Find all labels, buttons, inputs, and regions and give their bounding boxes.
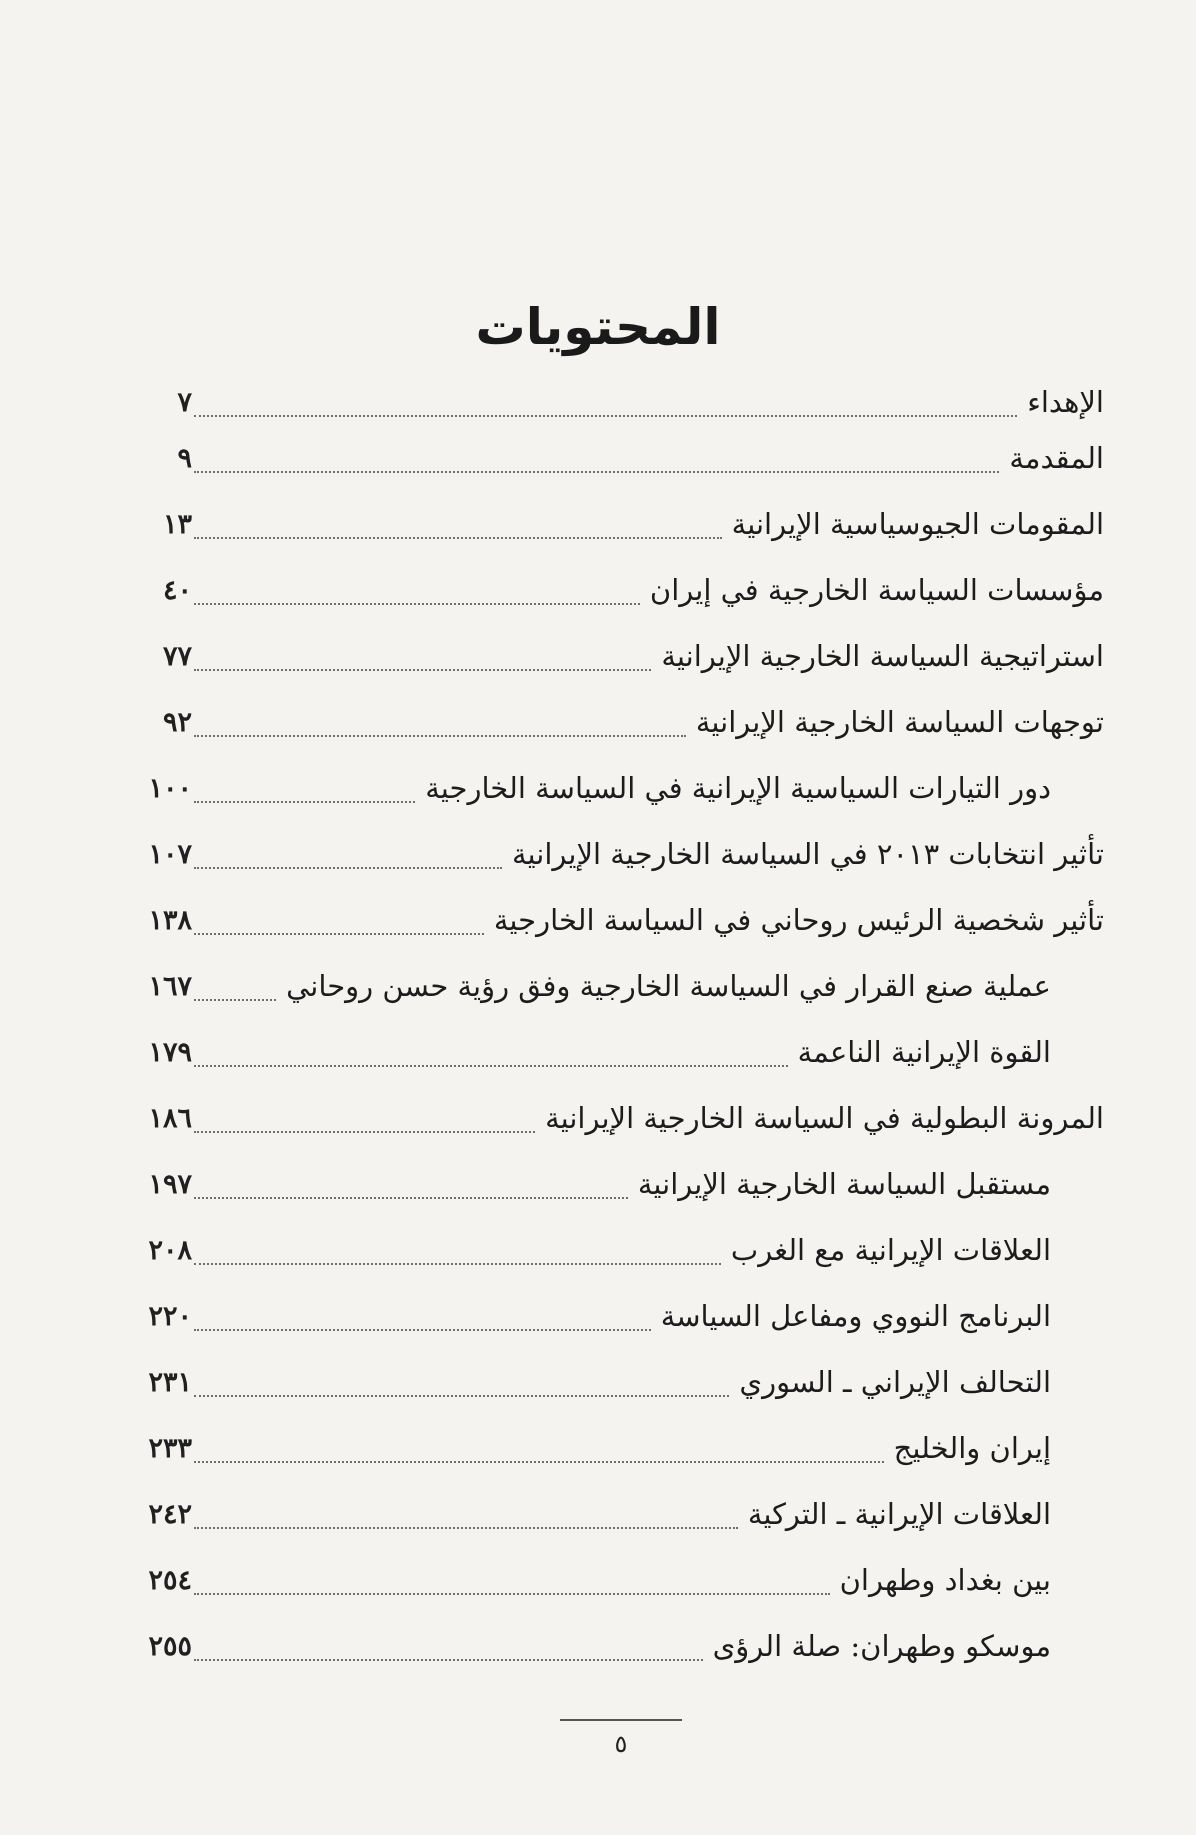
toc-entry-title: إيران والخليج [893,1431,1051,1465]
toc-page-number: ٢٢٠ [148,1301,192,1332]
toc-page-number: ٢٠٨ [148,1235,192,1266]
toc-entry [0,1551,1196,1617]
toc-page-number: ٢٤٢ [148,1499,192,1530]
dot-leader [194,735,686,737]
toc-entry-title: تأثير انتخابات ٢٠١٣ في السياسة الخارجية الإيرانية [511,837,1104,871]
toc-page-number: ٧ [177,387,192,418]
dot-leader [194,669,651,671]
toc-entry-title: توجهات السياسة الخارجية الإيرانية [695,705,1104,739]
toc-page-number: ٢٥٥ [148,1631,192,1662]
toc-entry-title: موسكو وطهران: صلة الرؤى [712,1629,1051,1663]
dot-leader [194,1527,738,1529]
toc-page-number: ١٩٧ [148,1169,192,1200]
dot-leader [194,1329,651,1331]
toc-entry [0,825,1196,891]
toc-entry [0,1023,1196,1089]
dot-leader [194,1131,535,1133]
toc-entry [0,429,1196,495]
dot-leader [194,471,999,473]
toc-entry [0,1089,1196,1155]
toc-page-number: ١٧٩ [148,1037,192,1068]
toc-entry-title: مستقبل السياسة الخارجية الإيرانية [637,1167,1051,1201]
toc-page-number: ٢٣١ [148,1367,192,1398]
toc-page-number: ١٣٨ [148,905,192,936]
toc-entry [0,561,1196,627]
toc-entry-title: المقدمة [1009,441,1104,475]
toc-entry-title: بين بغداد وطهران [839,1563,1051,1597]
dot-leader [194,1659,703,1661]
toc-entry-title: مؤسسات السياسة الخارجية في إيران [649,573,1104,607]
toc-page-number: ٧٧ [162,641,192,672]
toc-page-number: ١٦٧ [148,971,192,1002]
toc-entry [0,1221,1196,1287]
toc-entry-title: المرونة البطولية في السياسة الخارجية الإيرانية [545,1101,1104,1135]
dot-leader [194,537,722,539]
toc-entry-title: عملية صنع القرار في السياسة الخارجية وفق رؤية حسن روحاني [286,969,1051,1003]
dot-leader [194,933,484,935]
toc-entry [0,693,1196,759]
dot-leader [194,1395,729,1397]
toc-page-number: ٢٥٤ [148,1565,192,1596]
dot-leader [194,1593,830,1595]
toc-page-number: ١٠٧ [148,839,192,870]
toc-entry [0,495,1196,561]
toc-entry [0,759,1196,825]
toc-entry [0,1353,1196,1419]
toc-entry [0,1287,1196,1353]
toc-entry-title: العلاقات الإيرانية مع الغرب [730,1233,1051,1267]
dot-leader [194,1263,721,1265]
toc-entry-title: تأثير شخصية الرئيس روحاني في السياسة الخارجية [493,903,1104,937]
toc-entry [0,1617,1196,1683]
table-of-contents [0,373,1196,1693]
toc-entry [0,1155,1196,1221]
dot-leader [194,1197,628,1199]
page-number: ٥ [614,1730,628,1758]
toc-entry-title: التحالف الإيراني ـ السوري [739,1365,1051,1399]
toc-entry [0,627,1196,693]
toc-entry-title: دور التيارات السياسية الإيرانية في السياسة الخارجية [425,771,1051,805]
toc-page-number: ٩ [177,443,192,474]
dot-leader [194,1065,788,1067]
dot-leader [194,415,1017,417]
page-title: المحتويات [475,297,721,356]
toc-page-number: ٩٢ [162,707,192,738]
toc-entry [0,891,1196,957]
dot-leader [194,867,502,869]
toc-entry-title: المقومات الجيوسياسية الإيرانية [731,507,1104,541]
toc-page-number: ٤٠ [162,575,192,606]
toc-entry [0,1485,1196,1551]
toc-entry-title: العلاقات الإيرانية ـ التركية [747,1497,1051,1531]
dot-leader [194,603,640,605]
dot-leader [194,801,415,803]
toc-entry-title: البرنامج النووي ومفاعل السياسة [660,1299,1051,1333]
dot-leader [194,1461,884,1463]
toc-entry-title: القوة الإيرانية الناعمة [797,1035,1051,1069]
toc-entry [0,957,1196,1023]
dot-leader [194,999,276,1001]
toc-page-number: ١٣ [162,509,192,540]
toc-entry-title: استراتيجية السياسة الخارجية الإيرانية [661,639,1104,673]
toc-entry [0,1419,1196,1485]
footer-rule [560,1719,682,1721]
toc-page-number: ١٨٦ [148,1103,192,1134]
toc-page-number: ٢٣٣ [148,1433,192,1464]
toc-entry-title: الإهداء [1027,385,1104,419]
toc-page-number: ١٠٠ [148,773,192,804]
